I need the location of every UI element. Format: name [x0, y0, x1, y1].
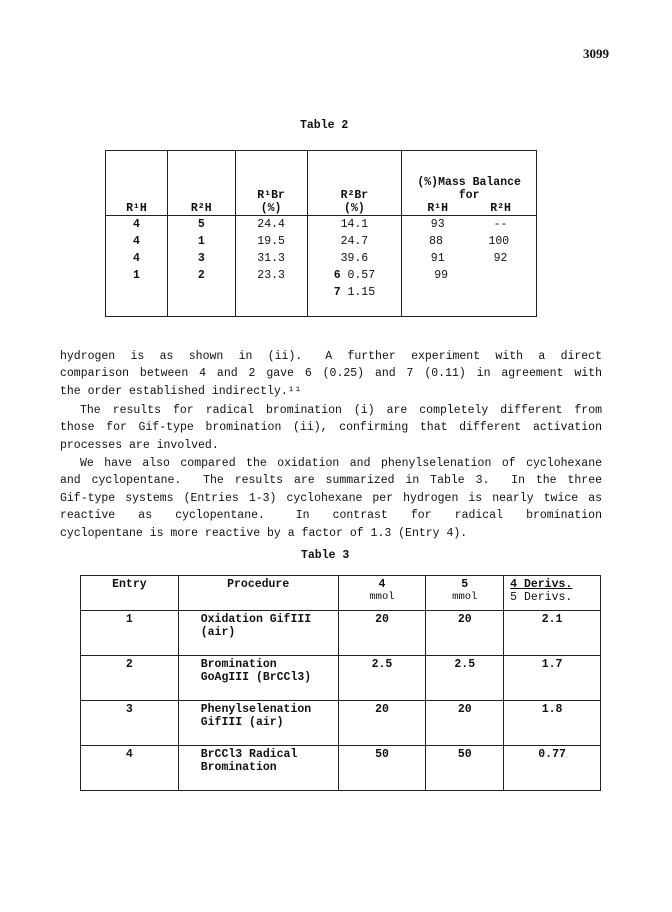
paragraph-3 [60, 455, 602, 542]
cell-r2h: 3 [167, 250, 235, 267]
cell-procedure-line2: (air) [200, 626, 236, 639]
cell-mb1: 88 [429, 235, 443, 248]
cell-mb2: 100 [488, 235, 510, 248]
cell-mass-balance [402, 233, 537, 250]
cell-mb2: -- [493, 218, 508, 231]
cell-procedure-line1: BrCCl3 Radical [200, 748, 298, 761]
cell-r2br [307, 284, 402, 317]
header-col5 [426, 576, 504, 611]
table-row [106, 267, 537, 284]
cell-ratio: 1.7 [504, 656, 601, 701]
header-col5-unit: mmol [452, 591, 478, 603]
header-entry: Entry [81, 576, 179, 611]
cell-ratio: 0.77 [504, 746, 601, 791]
header-r1br-label: R¹Br [257, 189, 285, 202]
cell-r2br-compound-id: 7 [333, 286, 341, 299]
cell-procedure [178, 746, 338, 791]
header-r1br [235, 151, 307, 216]
cell-r2h: 2 [167, 267, 235, 284]
cell-r1h: 4 [106, 216, 168, 234]
cell-procedure-line2: GoAgIII (BrCCl3) [200, 671, 312, 684]
header-col5-label: 5 [461, 578, 469, 591]
cell-r1br: 19.5 [235, 233, 307, 250]
cell-col4: 2.5 [338, 656, 426, 701]
cell-empty [106, 284, 168, 317]
table2-header-row [106, 151, 537, 216]
text-line: reactive as cyclopentane. In contrast for radical bromination [60, 509, 602, 523]
cell-r2br: 39.6 [307, 250, 402, 267]
cell-mb1: 99 [434, 269, 449, 282]
cell-mb1: 91 [430, 252, 445, 265]
header-r1br-unit: (%) [260, 202, 282, 215]
table-row [81, 701, 601, 746]
mass-balance-r2h: R²H [490, 202, 511, 215]
text-line: Gif-type systems (Entries 1-3) cyclohexane per hydrogen is nearly twice as [60, 491, 602, 505]
header-col4-label: 4 [378, 578, 386, 591]
header-r2br-label: R²Br [340, 189, 369, 202]
cell-mass-balance [402, 267, 537, 284]
cell-r2br-value: 1.15 [347, 286, 376, 299]
cell-r2br-compound-id: 6 [333, 269, 341, 282]
cell-empty [402, 284, 537, 317]
table-row [106, 216, 537, 234]
cell-col4: 50 [338, 746, 426, 791]
cell-entry: 2 [81, 656, 179, 701]
cell-r1br: 24.4 [235, 216, 307, 234]
header-mass-balance [402, 151, 537, 216]
cell-col5: 20 [426, 701, 504, 746]
cell-procedure-line1: Bromination [200, 658, 277, 671]
cell-procedure-line1: Oxidation GifIII [200, 613, 312, 626]
cell-mass-balance [402, 250, 537, 267]
table2 [105, 150, 537, 317]
cell-procedure [178, 611, 338, 656]
header-col4-unit: mmol [369, 591, 395, 603]
text-line: cyclopentane is more reactive by a factor of 1.3 (Entry 4). [60, 526, 468, 540]
cell-mb1: 93 [430, 218, 445, 231]
mass-balance-for: for [458, 189, 480, 202]
cell-col5: 50 [426, 746, 504, 791]
cell-ratio: 2.1 [504, 611, 601, 656]
cell-col5: 2.5 [426, 656, 504, 701]
cell-procedure [178, 656, 338, 701]
table3 [80, 575, 601, 791]
table2-caption: Table 2 [300, 119, 349, 132]
text-line: The results for radical bromination (i) are completely different from [80, 404, 602, 417]
cell-col5: 20 [426, 611, 504, 656]
cell-r1br: 23.3 [235, 267, 307, 284]
cell-procedure-line1: Phenylselenation [200, 703, 312, 716]
cell-r2h: 5 [167, 216, 235, 234]
cell-r1br: 31.3 [235, 250, 307, 267]
cell-col4: 20 [338, 701, 426, 746]
cell-procedure-line2: Bromination [200, 761, 277, 774]
text-line: comparison between 4 and 2 gave 6 (0.25) and 7 (0.11) in agreement with [60, 367, 602, 381]
cell-r1h: 1 [106, 267, 168, 284]
header-ratio-top: 4 Derivs. [510, 578, 573, 591]
text-line: We have also compared the oxidation and phenylselenation of cyclohexane [80, 457, 602, 470]
cell-r2h: 1 [167, 233, 235, 250]
header-r2br [307, 151, 402, 216]
cell-empty [235, 284, 307, 317]
cell-r2br-value: 0.57 [347, 269, 376, 282]
cell-procedure-line2: GifIII (air) [200, 716, 284, 729]
cell-mb2: 92 [493, 252, 508, 265]
mass-balance-label: (%)Mass Balance [417, 176, 521, 189]
table-row [81, 656, 601, 701]
table3-header-row [81, 576, 601, 611]
paragraph-1 [60, 348, 602, 400]
cell-ratio: 1.8 [504, 701, 601, 746]
page-number: 3099 [583, 46, 609, 61]
text-line: and cyclopentane. The results are summarized in Table 3. In the three [60, 474, 602, 488]
header-r2br-unit: (%) [344, 202, 365, 215]
table-row [106, 250, 537, 267]
table-row [106, 233, 537, 250]
text-line: hydrogen is as shown in (ii). A further experiment with a direct [60, 350, 602, 363]
table-row [106, 284, 537, 317]
header-r2h: R²H [167, 151, 235, 216]
cell-r1h: 4 [106, 250, 168, 267]
cell-entry: 4 [81, 746, 179, 791]
table-row [81, 611, 601, 656]
cell-r2br: 24.7 [307, 233, 402, 250]
table-row [81, 746, 601, 791]
table3-caption: Table 3 [301, 549, 350, 562]
text-line: the order established indirectly.¹¹ [60, 384, 302, 398]
header-r1h: R¹H [106, 151, 168, 216]
cell-r1h: 4 [106, 233, 168, 250]
cell-procedure [178, 701, 338, 746]
cell-col4: 20 [338, 611, 426, 656]
header-col4 [338, 576, 426, 611]
cell-entry: 3 [81, 701, 179, 746]
text-line: those for Gif-type bromination (ii), confirming that different activation [60, 421, 602, 435]
cell-mass-balance [402, 216, 537, 234]
mass-balance-r1h: R¹H [427, 202, 449, 215]
text-line: processes are involved. [60, 438, 219, 452]
header-ratio [504, 576, 601, 611]
cell-entry: 1 [81, 611, 179, 656]
header-procedure: Procedure [178, 576, 338, 611]
cell-r2br: 14.1 [307, 216, 402, 234]
cell-r2br [307, 267, 402, 284]
header-ratio-bottom: 5 Derivs. [510, 591, 573, 604]
cell-empty [167, 284, 235, 317]
paragraph-2 [60, 402, 602, 454]
